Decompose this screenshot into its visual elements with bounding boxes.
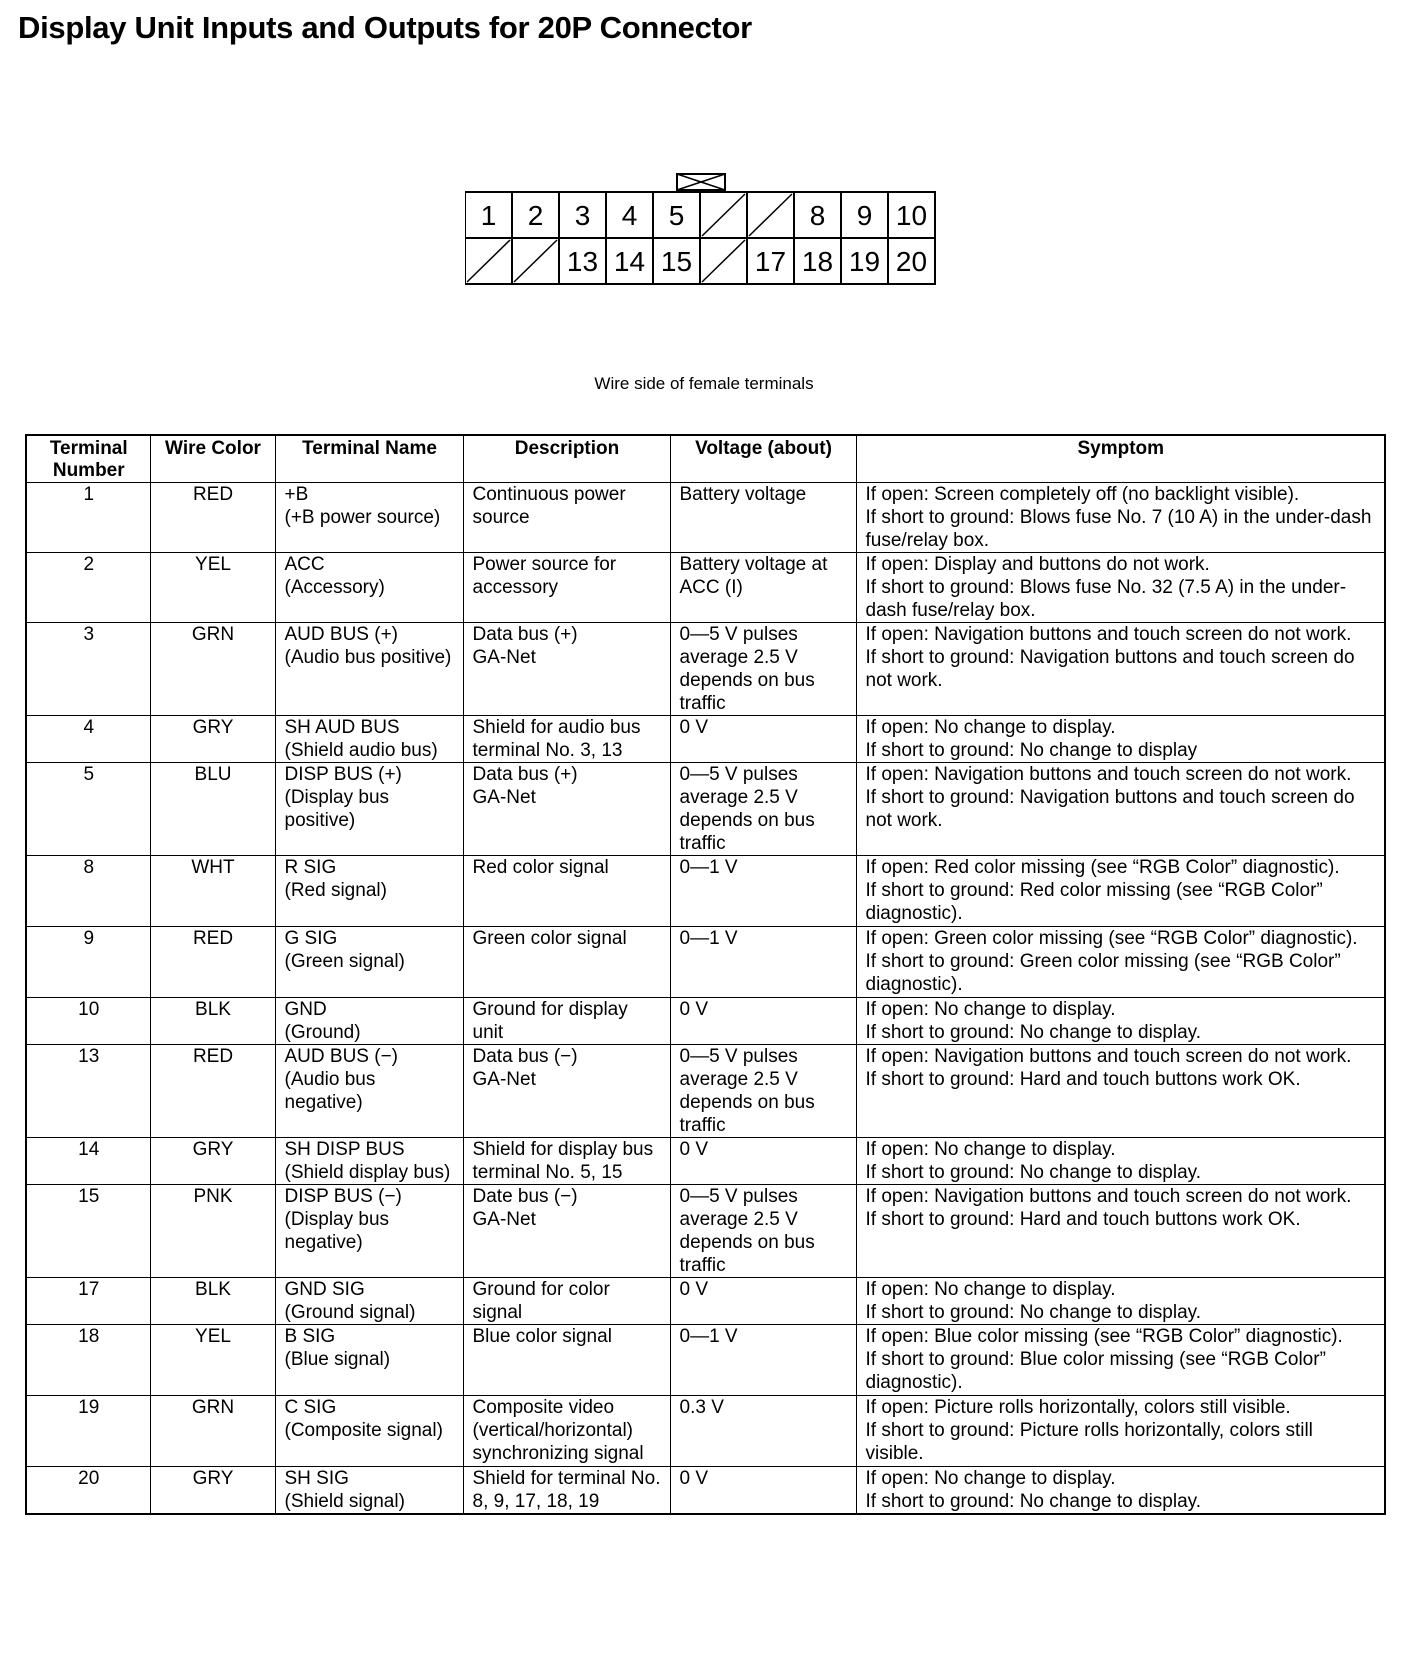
voltage-cell: 0—1 V (670, 927, 856, 998)
table-row (26, 1185, 1385, 1278)
symptom-cell: If open: No change to display. If short to ground: No change to display. (856, 1467, 1385, 1515)
table-row (26, 1325, 1385, 1396)
table-row (26, 1045, 1385, 1138)
wire-color-cell: WHT (150, 856, 275, 927)
table-row (26, 1278, 1385, 1325)
terminal-number-cell: 1 (26, 483, 150, 553)
terminal-number-cell: 14 (26, 1138, 150, 1185)
wire-color-cell: RED (150, 927, 275, 998)
description-cell: Ground for color signal (463, 1278, 670, 1325)
terminal-name-cell: B SIG (Blue signal) (275, 1325, 463, 1396)
terminal-name-cell: AUD BUS (−) (Audio bus negative) (275, 1045, 463, 1138)
voltage-cell: 0—5 V pulses average 2.5 V depends on bus traffic (670, 763, 856, 856)
voltage-cell: 0 V (670, 1138, 856, 1185)
header-wire-color: Wire Color (150, 435, 275, 483)
connector-terminal-number: 2 (527, 200, 544, 231)
description-cell: Power source for accessory (463, 553, 670, 623)
terminal-number-cell: 5 (26, 763, 150, 856)
symptom-cell: If open: Navigation buttons and touch screen do not work. If short to ground: Navigation buttons and touch screen do not work. (856, 623, 1385, 716)
terminal-number-cell: 18 (26, 1325, 150, 1396)
terminal-number-cell: 19 (26, 1396, 150, 1467)
wire-color-cell: YEL (150, 1325, 275, 1396)
voltage-cell: Battery voltage at ACC (I) (670, 553, 856, 623)
terminal-number-cell: 8 (26, 856, 150, 927)
wire-color-cell: YEL (150, 553, 275, 623)
connector-terminal-number: 14 (613, 246, 646, 277)
wire-color-cell: RED (150, 483, 275, 553)
voltage-cell: 0—5 V pulses average 2.5 V depends on bus traffic (670, 1045, 856, 1138)
connector-caption: Wire side of female terminals (594, 374, 814, 393)
header-terminal-number: Terminal Number (26, 435, 150, 483)
wire-color-cell: GRY (150, 1467, 275, 1515)
wire-color-cell: BLK (150, 998, 275, 1045)
wire-color-cell: GRN (150, 623, 275, 716)
wire-color-cell: RED (150, 1045, 275, 1138)
header-terminal-name: Terminal Name (275, 435, 463, 483)
table-row (26, 1138, 1385, 1185)
table-row (26, 927, 1385, 998)
voltage-cell: 0 V (670, 998, 856, 1045)
symptom-cell: If open: No change to display. If short to ground: No change to display. (856, 998, 1385, 1045)
description-cell: Data bus (+) GA-Net (463, 623, 670, 716)
table-row (26, 856, 1385, 927)
voltage-cell: 0 V (670, 1467, 856, 1515)
terminal-number-cell: 20 (26, 1467, 150, 1515)
symptom-cell: If open: Navigation buttons and touch screen do not work. If short to ground: Hard and touch buttons work OK. (856, 1045, 1385, 1138)
symptom-cell: If open: Picture rolls horizontally, colors still visible. If short to ground: Picture rolls horizontally, colors still visible. (856, 1396, 1385, 1467)
terminal-number-cell: 13 (26, 1045, 150, 1138)
table-row (26, 483, 1385, 553)
terminal-name-cell: SH AUD BUS (Shield audio bus) (275, 716, 463, 763)
description-cell: Date bus (−) GA-Net (463, 1185, 670, 1278)
terminal-name-cell: +B (+B power source) (275, 483, 463, 553)
description-cell: Data bus (+) GA-Net (463, 763, 670, 856)
connector-terminal-number: 4 (621, 200, 638, 231)
description-cell: Shield for terminal No. 8, 9, 17, 18, 19 (463, 1467, 670, 1515)
terminal-name-cell: DISP BUS (+) (Display bus positive) (275, 763, 463, 856)
wire-color-cell: GRN (150, 1396, 275, 1467)
voltage-cell: 0.3 V (670, 1396, 856, 1467)
terminal-number-cell: 2 (26, 553, 150, 623)
terminal-name-cell: SH DISP BUS (Shield display bus) (275, 1138, 463, 1185)
connector-terminal-number: 20 (895, 246, 928, 277)
connector-terminal-number: 19 (848, 246, 881, 277)
table-row (26, 1467, 1385, 1515)
table-row (26, 763, 1385, 856)
description-cell: Shield for display bus terminal No. 5, 15 (463, 1138, 670, 1185)
header-description: Description (463, 435, 670, 483)
wire-color-cell: BLU (150, 763, 275, 856)
terminal-number-cell: 4 (26, 716, 150, 763)
symptom-cell: If open: Navigation buttons and touch screen do not work. If short to ground: Hard and touch buttons work OK. (856, 1185, 1385, 1278)
header-symptom: Symptom (856, 435, 1385, 483)
description-cell: Ground for display unit (463, 998, 670, 1045)
voltage-cell: 0—5 V pulses average 2.5 V depends on bus traffic (670, 1185, 856, 1278)
symptom-cell: If open: No change to display. If short to ground: No change to display. (856, 1138, 1385, 1185)
terminal-name-cell: C SIG (Composite signal) (275, 1396, 463, 1467)
terminal-name-cell: ACC (Accessory) (275, 553, 463, 623)
page-title: Display Unit Inputs and Outputs for 20P Connector (18, 10, 752, 45)
connector-terminal-number: 17 (754, 246, 787, 277)
voltage-cell: 0—5 V pulses average 2.5 V depends on bus traffic (670, 623, 856, 716)
voltage-cell: 0 V (670, 1278, 856, 1325)
description-cell: Data bus (−) GA-Net (463, 1045, 670, 1138)
connector-terminal-number: 13 (566, 246, 599, 277)
voltage-cell: Battery voltage (670, 483, 856, 553)
connector-terminal-number: 18 (801, 246, 834, 277)
description-cell: Continuous power source (463, 483, 670, 553)
connector-terminal-number: 15 (660, 246, 693, 277)
description-cell: Red color signal (463, 856, 670, 927)
terminal-number-cell: 9 (26, 927, 150, 998)
terminal-name-cell: R SIG (Red signal) (275, 856, 463, 927)
terminal-name-cell: GND SIG (Ground signal) (275, 1278, 463, 1325)
voltage-cell: 0—1 V (670, 1325, 856, 1396)
symptom-cell: If open: No change to display. If short to ground: No change to display. (856, 1278, 1385, 1325)
header-voltage: Voltage (about) (670, 435, 856, 483)
wire-color-cell: GRY (150, 716, 275, 763)
terminal-number-cell: 10 (26, 998, 150, 1045)
symptom-cell: If open: Screen completely off (no backlight visible). If short to ground: Blows fuse No. 7 (10 A) in the under-dash fuse/relay box. (856, 483, 1385, 553)
terminal-name-cell: G SIG (Green signal) (275, 927, 463, 998)
symptom-cell: If open: No change to display. If short to ground: No change to display (856, 716, 1385, 763)
description-cell: Shield for audio bus terminal No. 3, 13 (463, 716, 670, 763)
wire-color-cell: GRY (150, 1138, 275, 1185)
symptom-cell: If open: Red color missing (see “RGB Color” diagnostic). If short to ground: Red color missing (see “RGB Color” diagnostic). (856, 856, 1385, 927)
table-header-row (26, 435, 1385, 483)
table-row (26, 716, 1385, 763)
table-row (26, 998, 1385, 1045)
symptom-cell: If open: Display and buttons do not work. If short to ground: Blows fuse No. 32 (7.5 A) in the under-dash fuse/relay box. (856, 553, 1385, 623)
terminal-number-cell: 15 (26, 1185, 150, 1278)
table-row (26, 623, 1385, 716)
symptom-cell: If open: Green color missing (see “RGB Color” diagnostic). If short to ground: Green color missing (see “RGB Color” diagnostic). (856, 927, 1385, 998)
table-row (26, 1396, 1385, 1467)
description-cell: Blue color signal (463, 1325, 670, 1396)
connector-diagram (465, 172, 945, 290)
wire-color-cell: PNK (150, 1185, 275, 1278)
terminal-table (25, 434, 1386, 1515)
terminal-name-cell: SH SIG (Shield signal) (275, 1467, 463, 1515)
table-row (26, 553, 1385, 623)
description-cell: Green color signal (463, 927, 670, 998)
terminal-name-cell: DISP BUS (−) (Display bus negative) (275, 1185, 463, 1278)
connector-terminal-number: 9 (856, 200, 873, 231)
wire-color-cell: BLK (150, 1278, 275, 1325)
description-cell: Composite video (vertical/horizontal) synchronizing signal (463, 1396, 670, 1467)
connector-terminal-number: 1 (480, 200, 497, 231)
connector-terminal-number: 10 (895, 200, 928, 231)
connector-terminal-number: 5 (668, 200, 685, 231)
connector-face (465, 172, 945, 290)
connector-terminal-number: 8 (809, 200, 826, 231)
terminal-table-container (25, 434, 1384, 1515)
terminal-name-cell: GND (Ground) (275, 998, 463, 1045)
terminal-name-cell: AUD BUS (+) (Audio bus positive) (275, 623, 463, 716)
symptom-cell: If open: Navigation buttons and touch screen do not work. If short to ground: Navigation buttons and touch screen do not work. (856, 763, 1385, 856)
terminal-number-cell: 3 (26, 623, 150, 716)
terminal-number-cell: 17 (26, 1278, 150, 1325)
voltage-cell: 0—1 V (670, 856, 856, 927)
symptom-cell: If open: Blue color missing (see “RGB Color” diagnostic). If short to ground: Blue color missing (see “RGB Color” diagnostic). (856, 1325, 1385, 1396)
connector-terminal-number: 3 (574, 200, 591, 231)
voltage-cell: 0 V (670, 716, 856, 763)
